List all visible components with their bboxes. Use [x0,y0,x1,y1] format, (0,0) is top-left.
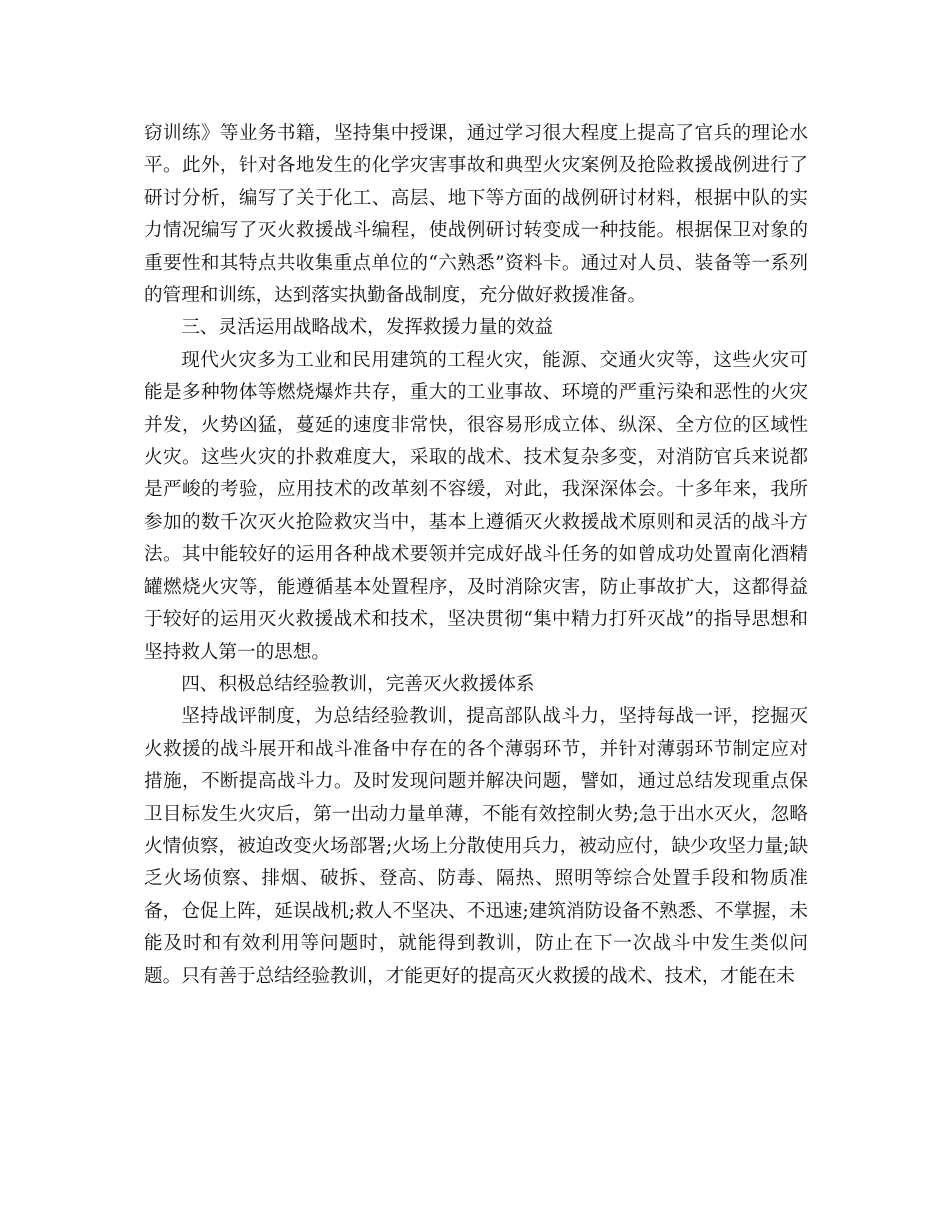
paragraph-training-materials: 窃训练》等业务书籍，坚持集中授课，通过学习很大程度上提高了官兵的理论水平。此外，针对各地发生的化学灾害事故和典型火灾案例及抢险救援战例进行了研讨分析，编写了关于化工、高层、地下等方面的战例研讨材料，根据中队的实力情况编写了灭火救援战斗编程，使战例研讨转变成一种技能。根据保卫对象的重要性和其特点共收集重点单位的“六熟悉”资料卡。通过对人员、装备等一系列的管理和训练，达到落实执勤备战制度，充分做好救援准备。 [144,123,808,307]
paragraph-modern-fires: 现代火灾多为工业和民用建筑的工程火灾，能源、交通火灾等，这些火灾可能是多种物体等燃烧爆炸共存，重大的工业事故、环境的严重污染和恶性的火灾并发，火势凶猛，蔓延的速度非常快，很容易形成立体、纵深、全方位的区域性火灾。这些火灾的扑救难度大，采取的战术、技术复杂多变，对消防官兵来说都是严峻的考验，应用技术的改革刻不容缓，对此，我深深体会。十多年来，我所参加的数千次灭火抢险救灾当中，基本上遵循灭火救援战术原则和灵活的战斗方法。其中能较好的运用各种战术要领并完成好战斗任务的如曾成功处置南化酒精罐燃烧火灾等，能遵循基本处置程序，及时消除灾害，防止事故扩大，这都得益于较好的运用灭火救援战术和技术，坚决贯彻“集中精力打歼灭战”的指导思想和坚持救人第一的思想。 [144,349,808,663]
section-heading-tactics: 三、灵活运用战略战术，发挥救援力量的效益 [181,317,554,339]
paragraph-battle-review: 坚持战评制度，为总结经验教训，提高部队战斗力，坚持每战一评，挖掘灭火救援的战斗展开和战斗准备中存在的各个薄弱环节，并针对薄弱环节制定应对措施，不断提高战斗力。及时发现问题并解决问题，譬如，通过总结发现重点保卫目标发生火灾后，第一出动力量单薄，不能有效控制火势;急于出水灭火，忽略火情侦察，被迫改变火场部署;火场上分散使用兵力，被动应付，缺少攻坚力量;缺乏火场侦察、排烟、破拆、登高、防毒、隔热、照明等综合处置手段和物质准备，仓促上阵，延误战机;救人不坚决、不迅速;建筑消防设备不熟悉、不掌握，未能及时和有效利用等问题时，就能得到教训，防止在下一次战斗中发生类似问题。只有善于总结经验教训，才能更好的提高灭火救援的战术、技术，才能在未 [144,706,808,987]
document-body [144,118,808,993]
section-heading-lessons: 四、积极总结经验教训，完善灭火救援体系 [181,673,535,695]
